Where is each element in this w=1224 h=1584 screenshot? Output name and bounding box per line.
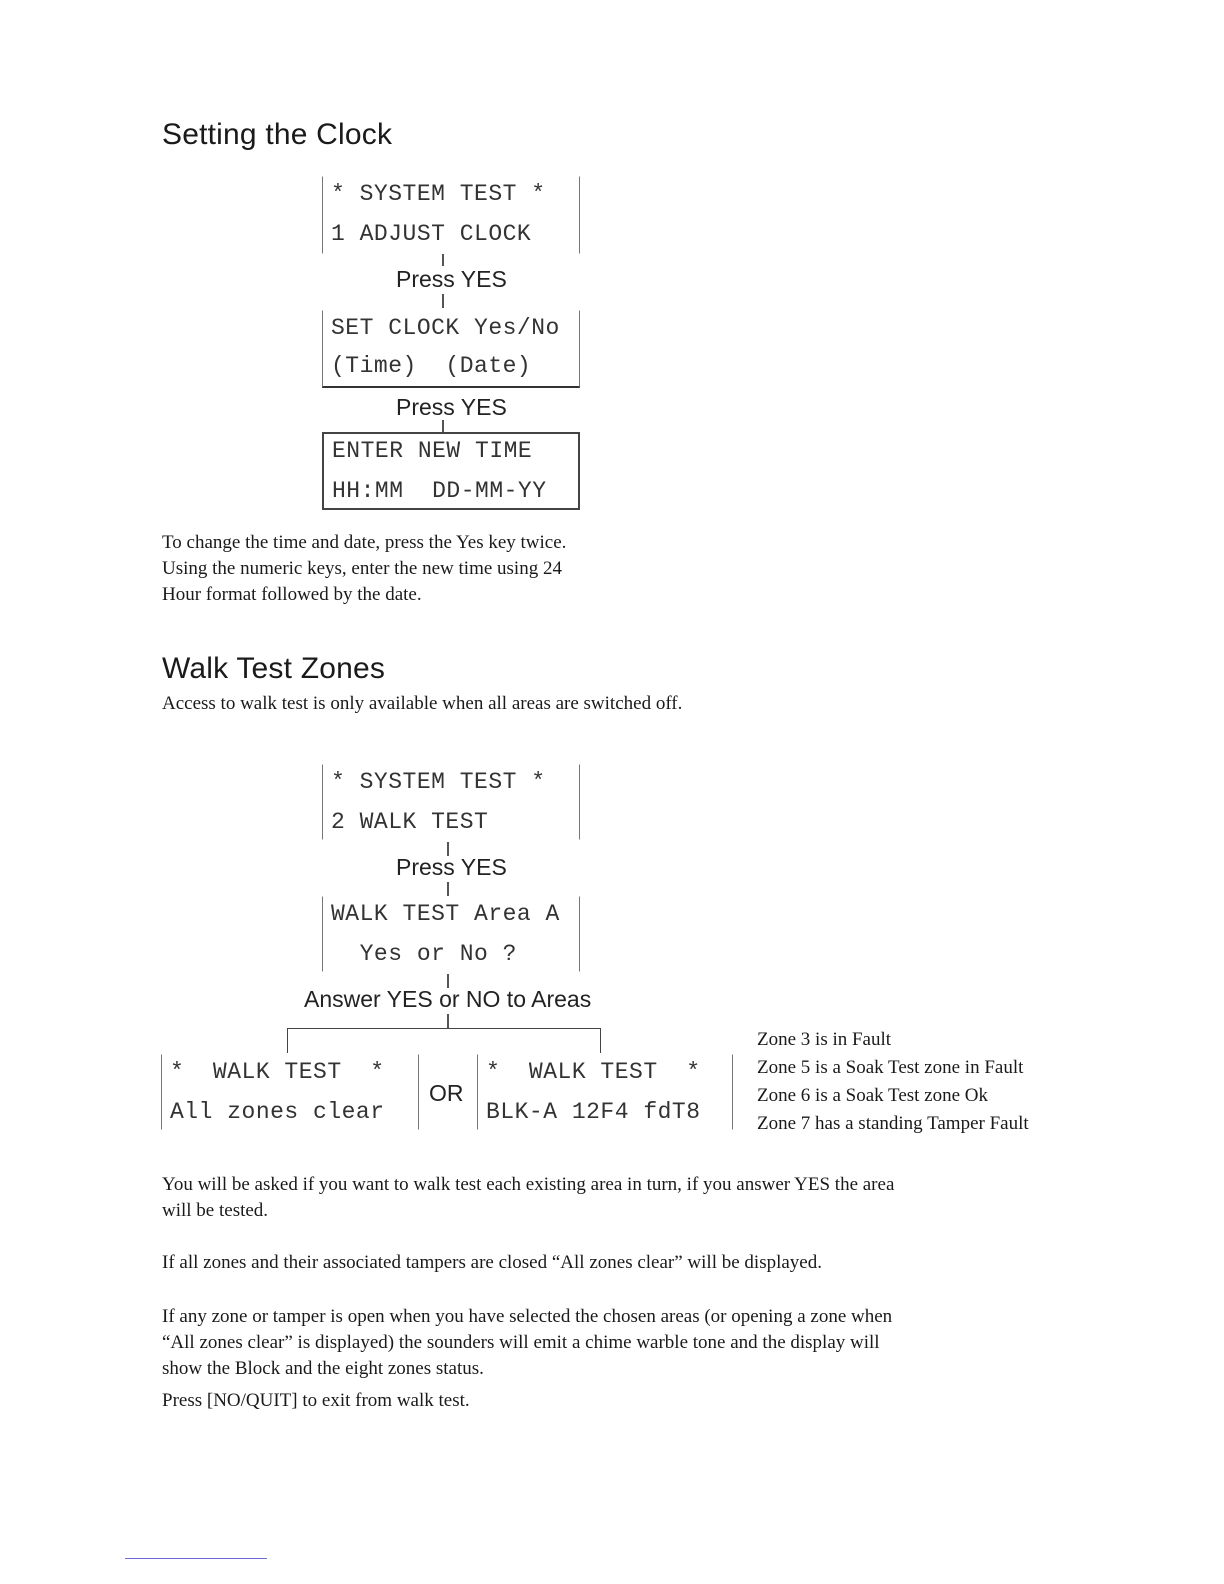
press-yes-label: Press YES bbox=[396, 266, 507, 292]
footer-rule bbox=[125, 1558, 267, 1559]
lcd-line: SET CLOCK Yes/No bbox=[331, 315, 560, 341]
flow-connector bbox=[442, 294, 444, 308]
lcd-line: * WALK TEST * bbox=[486, 1059, 701, 1085]
zone-note: Zone 5 is a Soak Test zone in Fault bbox=[757, 1057, 1024, 1078]
lcd-line: * WALK TEST * bbox=[170, 1059, 385, 1085]
lcd-line: BLK-A 12F4 fdT8 bbox=[486, 1099, 701, 1125]
press-yes-label: Press YES bbox=[396, 854, 507, 880]
zone-note: Zone 3 is in Fault bbox=[757, 1029, 892, 1050]
lcd-line: Yes or No ? bbox=[331, 941, 517, 967]
flow-connector bbox=[447, 1014, 449, 1028]
text-line: Hour format followed by the date. bbox=[162, 584, 422, 605]
text-line: “All zones clear” is displayed) the sounders will emit a chime warble tone and the display will bbox=[162, 1332, 880, 1353]
zone-note: Zone 7 has a standing Tamper Fault bbox=[757, 1113, 1029, 1134]
or-label: OR bbox=[429, 1080, 464, 1106]
lcd-set-clock bbox=[322, 310, 580, 388]
text-line: You will be asked if you want to walk test each existing area in turn, if you answer YES the area bbox=[162, 1174, 895, 1195]
lcd-line: (Time) (Date) bbox=[331, 353, 532, 379]
zone-note: Zone 6 is a Soak Test zone Ok bbox=[757, 1085, 989, 1106]
walk-para-2 bbox=[162, 1250, 822, 1276]
walk-heading: Walk Test Zones bbox=[162, 652, 386, 685]
text-line: If all zones and their associated tampers are closed “All zones clear” will be displayed. bbox=[162, 1252, 822, 1273]
walk-para-3 bbox=[162, 1304, 892, 1414]
text-line: Using the numeric keys, enter the new time using 24 bbox=[162, 558, 562, 579]
zone-notes bbox=[757, 1026, 1029, 1138]
lcd-line: WALK TEST Area A bbox=[331, 901, 560, 927]
text-line: Press [NO/QUIT] to exit from walk test. bbox=[162, 1390, 470, 1411]
lcd-line: 2 WALK TEST bbox=[331, 809, 489, 835]
text-line: show the Block and the eight zones status. bbox=[162, 1358, 484, 1379]
flow-connector bbox=[447, 882, 449, 896]
lcd-walk-test-area bbox=[322, 896, 580, 972]
branch-bracket bbox=[287, 1028, 601, 1053]
lcd-line: * SYSTEM TEST * bbox=[331, 181, 546, 207]
lcd-all-zones-clear bbox=[161, 1054, 419, 1130]
walk-intro bbox=[162, 691, 682, 717]
lcd-line: * SYSTEM TEST * bbox=[331, 769, 546, 795]
lcd-enter-new-time bbox=[322, 432, 580, 510]
lcd-line: HH:MM DD-MM-YY bbox=[332, 478, 547, 504]
lcd-line: All zones clear bbox=[170, 1099, 385, 1125]
clock-instructions bbox=[162, 530, 566, 608]
lcd-system-test-clock bbox=[322, 176, 580, 254]
text-line: If any zone or tamper is open when you have selected the chosen areas (or opening a zone when bbox=[162, 1306, 893, 1327]
flow-connector bbox=[442, 254, 444, 266]
text-line: will be tested. bbox=[162, 1200, 269, 1221]
text-line: Access to walk test is only available when all areas are switched off. bbox=[162, 693, 683, 714]
press-yes-label: Press YES bbox=[396, 394, 507, 420]
text-line: To change the time and date, press the Yes key twice. bbox=[162, 532, 567, 553]
walk-para-1 bbox=[162, 1172, 894, 1224]
answer-areas-label: Answer YES or NO to Areas bbox=[304, 986, 592, 1012]
lcd-line: 1 ADJUST CLOCK bbox=[331, 221, 532, 247]
lcd-zone-status bbox=[477, 1054, 733, 1130]
lcd-system-test-walk bbox=[322, 764, 580, 840]
flow-connector bbox=[442, 420, 444, 432]
clock-heading: Setting the Clock bbox=[162, 118, 393, 151]
lcd-line: ENTER NEW TIME bbox=[332, 438, 533, 464]
